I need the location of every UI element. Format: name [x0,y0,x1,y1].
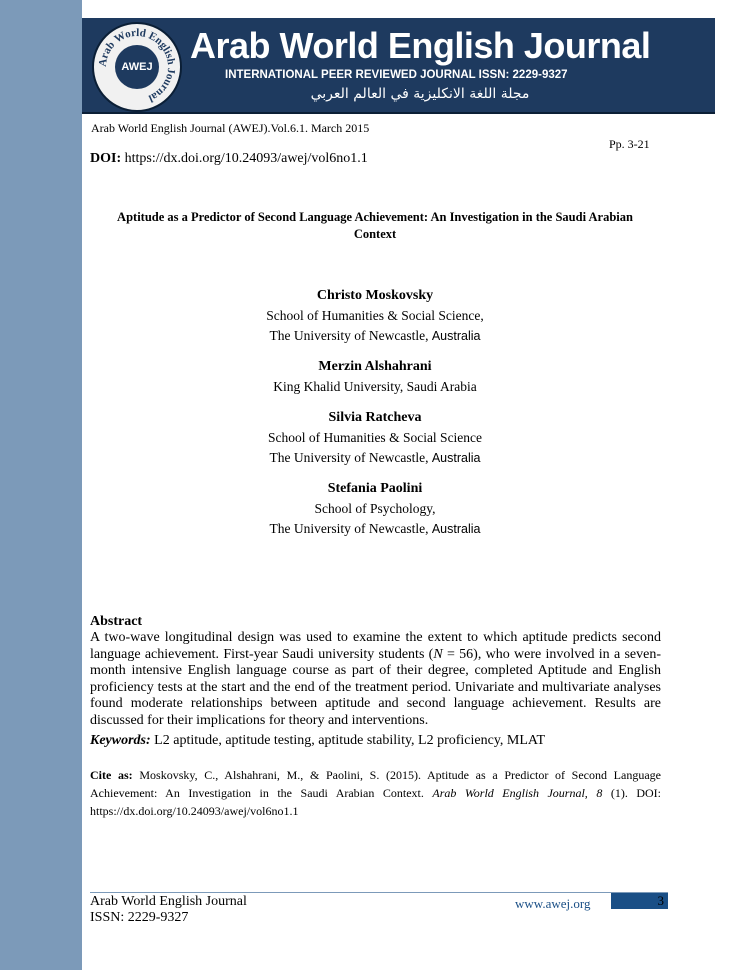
keywords-label: Keywords: [90,733,151,748]
author-block [150,286,600,346]
logo-text: AWEJ [115,45,159,89]
author-affiliation: The University of Newcastle, Australia [269,328,481,343]
footer-issn: ISSN: 2229-9327 [90,910,189,925]
footer-journal: Arab World English Journal [90,894,247,909]
journal-name: Arab World English Journal [190,25,651,66]
paper-title: Aptitude as a Predictor of Second Language Achievement: An Investigation in the Saudi Arabian Context [117,210,633,241]
issue-citation: Arab World English Journal (AWEJ).Vol.6.1. March 2015 [91,121,370,135]
svg-text:Arab World English Journal: Arab World English Journal [96,26,178,105]
journal-arabic-name: مجلة اللغة الانكليزية في العالم العربي [310,86,530,102]
cite-as-label: Cite as: [90,768,133,782]
abstract-heading: Abstract [90,614,143,629]
author-name: Merzin Alshahrani [318,359,432,374]
author-affiliation: The University of Newcastle, Australia [269,450,481,465]
author-name: Silvia Ratcheva [328,410,422,425]
journal-subtitle: INTERNATIONAL PEER REVIEWED JOURNAL ISSN: 2229-9327 [225,69,568,81]
page-range: Pp. 3-21 [609,137,650,151]
author-affiliation: School of Humanities & Social Science, [266,308,484,323]
abstract-text: A two-wave longitudinal design was used to examine the extent to which aptitude predicts second language achievement. First-year Saudi university students (N = 56), who were involved in a seven-month intensive English language course as part of their degree, completed Aptitude and English proficiency tests at the start and the end of the treatment period. Univariate and multivariate analyses found moderate relationships between aptitude and second language achievement. Results are discussed for their implications for theory and interventions. [90,630,661,728]
author-affiliation: King Khalid University, Saudi Arabia [273,379,477,394]
doi-link[interactable]: https://dx.doi.org/10.24093/awej/vol6no1.1 [124,151,368,166]
awej-logo [92,22,182,112]
side-color-band [0,0,82,970]
keywords: Keywords: L2 aptitude, aptitude testing, aptitude stability, L2 proficiency, MLAT [90,733,546,748]
author-block [150,357,600,397]
footer-divider [90,892,668,893]
author-name: Stefania Paolini [327,481,423,496]
cite-as: Cite as: Moskovsky, C., Alshahrani, M., & Paolini, S. (2015). Aptitude as a Predictor of Second Language Achievement: An Investigation in the Saudi Arabian Context. Arab World English Journal, 8 (1). DOI: https://dx.doi.org/10.24093/awej/vol6no1.1 [90,768,662,818]
page-number: 3 [657,893,664,908]
footer-url-link[interactable]: www.awej.org [515,896,591,911]
author-affiliation: School of Psychology, [314,501,436,516]
banner-underline [82,112,715,114]
author-block [150,408,600,468]
author-affiliation: School of Humanities & Social Science [267,430,483,445]
author-name: Christo Moskovsky [316,288,434,303]
doi-line [90,151,368,167]
author-affiliation: The University of Newcastle, Australia [269,521,481,536]
page-number-box [611,893,668,909]
author-block [150,479,600,539]
doi-label: DOI: [90,151,122,166]
